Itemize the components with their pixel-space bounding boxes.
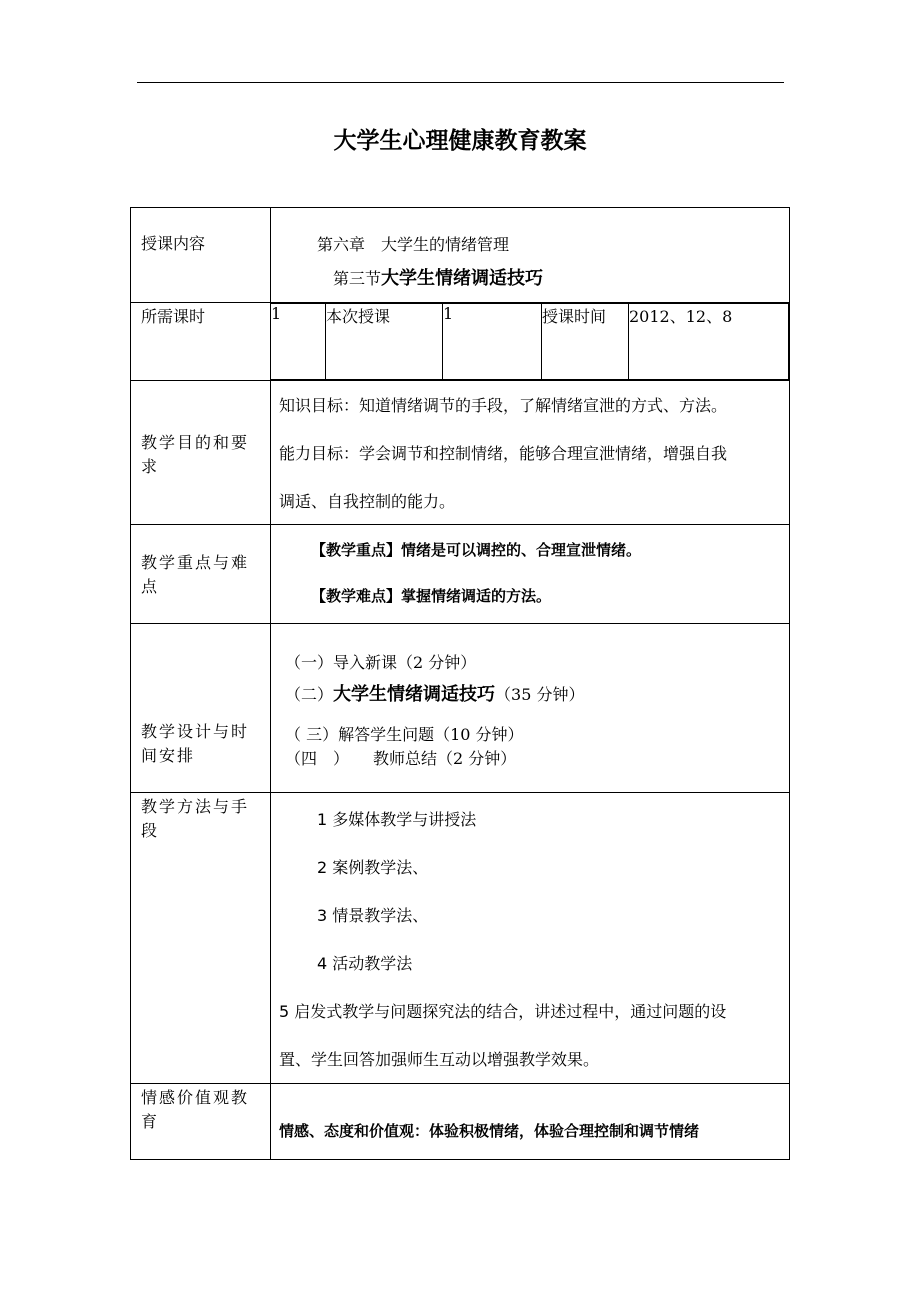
row-label: 教学设计与时间安排 [141, 722, 250, 765]
goal-knowledge: 知识目标：知道情绪调节的手段，了解情绪宣泄的方式、方法。 [279, 396, 728, 415]
method-5-line1: 5 启发式教学与问题探究法的结合，讲述过程中，通过问题的设 [279, 1002, 727, 1021]
design-item-4 [285, 746, 516, 769]
row-values [131, 1084, 790, 1160]
method-4: 4 活动教学法 [317, 954, 413, 973]
row-label: 所需课时 [141, 307, 206, 326]
method-3: 3 情景教学法、 [317, 906, 429, 925]
method-2: 2 案例教学法、 [317, 858, 429, 877]
label-cell [131, 624, 271, 793]
methods-cell [271, 793, 790, 1084]
teaching-focus: 【教学重点】情绪是可以调控的、合理宣泄情绪。 [311, 541, 642, 559]
design-item-4-prefix: （四 ） [285, 749, 350, 768]
page-title: 大学生心理健康教育教案 [333, 128, 587, 154]
row-label: 授课内容 [141, 234, 206, 253]
label-cell [131, 793, 271, 1084]
label-cell [131, 381, 271, 525]
design-item-2 [285, 680, 584, 706]
row-goals [131, 381, 790, 525]
row-keypoints [131, 525, 790, 624]
hours-cell [271, 303, 790, 381]
keypoints-cell [271, 525, 790, 624]
label-cell [131, 208, 271, 303]
time-value: 2012、12、8 [629, 304, 789, 380]
label-cell [131, 303, 271, 381]
design-item-2-time: （35 分钟） [495, 685, 585, 704]
row-label: 教学重点与难点 [141, 553, 250, 596]
label-cell [131, 1084, 271, 1160]
session-label: 本次授课 [326, 304, 443, 380]
lesson-plan-table [130, 207, 790, 1160]
hours-subtable [271, 303, 789, 380]
design-item-2-title: 大学生情绪调适技巧 [333, 684, 496, 705]
time-label: 授课时间 [542, 304, 629, 380]
header-rule [137, 82, 784, 83]
section-title: 大学生情绪调适技巧 [381, 268, 544, 289]
label-cell [131, 525, 271, 624]
values-text: 情感、态度和价值观：体验积极情绪，体验合理控制和调节情绪 [279, 1122, 700, 1140]
content-cell [271, 208, 790, 303]
method-5-line2: 置、学生回答加强师生互动以增强教学效果。 [279, 1050, 600, 1069]
goal-ability: 能力目标：学会调节和控制情绪，能够合理宣泄情绪，增强自我 [279, 444, 728, 463]
design-item-2-prefix: （二） [285, 685, 334, 704]
method-1: 1 多媒体教学与讲授法 [317, 810, 477, 829]
row-methods [131, 793, 790, 1084]
design-item-3: （ 三）解答学生问题（10 分钟） [285, 725, 524, 744]
design-item-4-text: 教师总结（2 分钟） [373, 749, 517, 768]
row-label: 教学方法与手段 [141, 797, 250, 840]
section-line [333, 264, 543, 290]
design-cell [271, 624, 790, 793]
chapter-text: 第六章 大学生的情绪管理 [317, 235, 510, 254]
session-value: 1 [443, 304, 542, 380]
design-item-1: （一）导入新课（2 分钟） [285, 653, 477, 672]
row-label: 教学目的和要求 [141, 433, 250, 476]
section-prefix: 第三节 [333, 269, 382, 288]
row-content [131, 208, 790, 303]
row-hours [131, 303, 790, 381]
teaching-difficulty: 【教学难点】掌握情绪调适的方法。 [311, 587, 552, 605]
goals-cell [271, 381, 790, 525]
row-design [131, 624, 790, 793]
goal-ability-cont: 调适、自我控制的能力。 [279, 492, 456, 511]
row-label: 情感价值观教育 [141, 1088, 250, 1131]
hours-value: 1 [271, 304, 326, 380]
values-cell [271, 1084, 790, 1160]
